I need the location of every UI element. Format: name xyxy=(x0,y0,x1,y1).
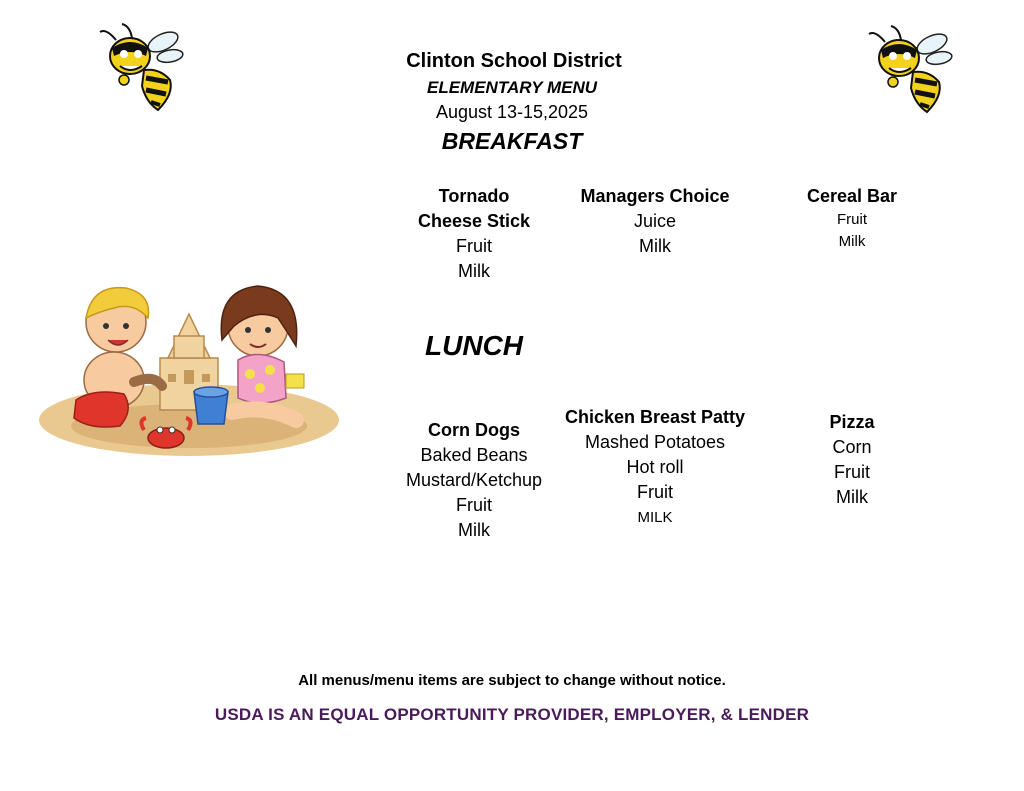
lunch-column-3 xyxy=(829,410,874,510)
breakfast-column-2 xyxy=(580,184,729,259)
district-title: Clinton School District xyxy=(406,50,622,72)
usda-statement: USDA IS AN EQUAL OPPORTUNITY PROVIDER, EMPLOYER, & LENDER xyxy=(214,705,810,724)
menu-item: Juice xyxy=(633,211,677,231)
breakfast-column-1 xyxy=(418,184,530,284)
menu-item: Fruit xyxy=(834,462,870,482)
menu-item: Baked Beans xyxy=(420,445,528,465)
breakfast-heading: BREAKFAST xyxy=(441,128,583,154)
lunch-heading: LUNCH xyxy=(425,330,523,361)
menu-item: Fruit xyxy=(455,495,492,515)
yellow-jacket-mascot-icon xyxy=(865,24,961,116)
lunch-column-1 xyxy=(406,418,542,543)
menu-item: Chicken Breast Patty xyxy=(564,407,746,427)
menu-item: Milk xyxy=(458,261,490,281)
menu-item: Corn Dogs xyxy=(427,420,520,440)
menu-item: Milk xyxy=(836,487,868,507)
menu-item: Milk xyxy=(838,233,866,250)
kids-building-sandcastle-illustration xyxy=(34,270,344,465)
breakfast-column-3 xyxy=(807,184,897,253)
menu-item: Hot roll xyxy=(626,457,684,477)
yellow-jacket-mascot-icon xyxy=(96,22,192,114)
menu-subtitle: ELEMENTARY MENU xyxy=(426,78,598,97)
menu-item: Fruit xyxy=(837,211,867,228)
menu-item: Fruit xyxy=(456,236,492,256)
menu-item: Milk xyxy=(457,520,490,540)
lunch-column-2 xyxy=(565,405,745,530)
menu-item: Corn xyxy=(832,437,872,457)
menu-item: Managers Choice xyxy=(580,186,730,206)
menu-dates: August 13-15,2025 xyxy=(435,102,589,122)
menu-item: Mustard/Ketchup xyxy=(405,470,543,490)
menu-item: Pizza xyxy=(829,412,875,432)
menu-item: MILK xyxy=(637,509,673,526)
menu-item: Mashed Potatoes xyxy=(584,432,726,452)
menu-item: Cheese Stick xyxy=(417,211,531,231)
menu-item: Fruit xyxy=(636,482,673,502)
menu-item: Milk xyxy=(638,236,671,256)
menu-item: Tornado xyxy=(438,186,510,206)
menu-item: Cereal Bar xyxy=(806,186,898,206)
change-notice: All menus/menu items are subject to change without notice. xyxy=(298,672,726,689)
